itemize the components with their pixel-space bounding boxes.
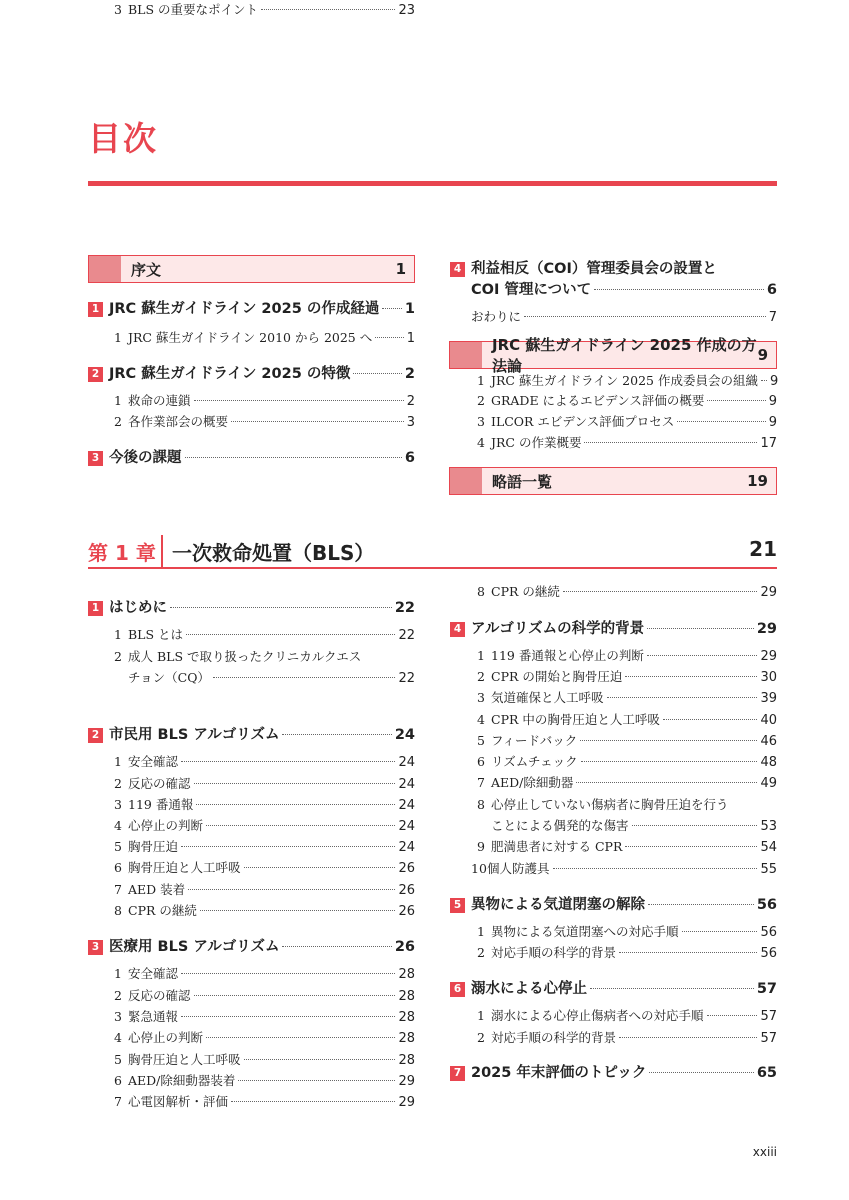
- toc-item[interactable]: [114, 816, 415, 834]
- toc-page: 39: [760, 691, 777, 706]
- toc-page: 29: [398, 1074, 415, 1089]
- leader-dots: [625, 846, 757, 847]
- chapter-page: 21: [749, 537, 777, 561]
- toc-page: 24: [394, 727, 415, 743]
- toc-page: 24: [398, 819, 415, 834]
- toc-section-coi-cont[interactable]: [471, 278, 777, 299]
- toc-item[interactable]: [114, 1050, 415, 1068]
- leader-dots: [186, 634, 395, 635]
- leader-dots: [563, 591, 758, 592]
- toc-item[interactable]: [471, 859, 777, 877]
- toc-page: 49: [760, 776, 777, 791]
- toc-page: 56: [760, 946, 777, 961]
- toc-label: 1 溺水による心停止傷病者への対応手順: [477, 1008, 704, 1023]
- toc-page: 6: [404, 450, 415, 466]
- toc-label: アルゴリズムの科学的背景: [471, 621, 645, 637]
- toc-label: おわりに: [471, 309, 522, 324]
- header-strip: [450, 468, 482, 494]
- leader-dots: [231, 421, 404, 422]
- toc-section[interactable]: [450, 617, 777, 638]
- toc-label: チョン（CQ）: [128, 670, 210, 685]
- toc-item[interactable]: [477, 1028, 777, 1046]
- toc-item[interactable]: [114, 901, 415, 919]
- leader-dots: [213, 677, 396, 678]
- toc-item[interactable]: [114, 858, 415, 876]
- leader-dots: [594, 289, 764, 290]
- toc-item[interactable]: [114, 625, 415, 643]
- toc-item[interactable]: [477, 688, 777, 706]
- toc-item[interactable]: [114, 837, 415, 855]
- toc-page: 3: [406, 415, 415, 430]
- leader-dots: [231, 1101, 395, 1102]
- toc-label: 8 CPR の継続: [114, 903, 197, 918]
- toc-label: 医療用 BLS アルゴリズム: [109, 939, 280, 955]
- leader-dots: [648, 904, 754, 905]
- section-badge: 3: [88, 940, 103, 955]
- toc-page: 1: [406, 331, 415, 346]
- leader-dots: [625, 676, 757, 677]
- toc-item[interactable]: [114, 647, 415, 665]
- toc-label: 2 各作業部会の概要: [114, 414, 229, 429]
- chapter-number: 第 1 章: [88, 541, 156, 565]
- section-badge: 4: [450, 622, 465, 637]
- toc-page: 28: [398, 1031, 415, 1046]
- toc-label: 2 CPR の開始と胸骨圧迫: [477, 669, 623, 684]
- toc-page: 23: [398, 3, 415, 18]
- toc-page: 53: [760, 819, 777, 834]
- toc-page: 46: [760, 734, 777, 749]
- leader-dots: [649, 1072, 753, 1073]
- toc-label: 3 気道確保と人工呼吸: [477, 690, 604, 705]
- toc-section[interactable]: [88, 723, 415, 744]
- leader-dots: [194, 995, 396, 996]
- toc-page: 57: [756, 981, 777, 997]
- toc-page: 56: [760, 925, 777, 940]
- leader-dots: [382, 308, 402, 309]
- toc-label: 利益相反（COI）管理委員会の設置と: [471, 261, 717, 277]
- toc-preface[interactable]: [88, 255, 415, 283]
- leader-dots: [576, 782, 757, 783]
- toc-page: 22: [398, 671, 415, 686]
- toc-page: 29: [756, 621, 777, 637]
- toc-label: 2 成人 BLS で取り扱ったクリニカルクエス: [114, 649, 362, 664]
- toc-page: 24: [398, 755, 415, 770]
- toc-item[interactable]: [477, 582, 777, 600]
- section-badge: 5: [450, 898, 465, 913]
- toc-section[interactable]: [88, 596, 415, 617]
- toc-label: 1 JRC 蘇生ガイドライン 2010 から 2025 へ: [114, 330, 373, 345]
- section-badge: 1: [88, 601, 103, 616]
- toc-item[interactable]: [477, 433, 777, 451]
- toc-page: 28: [398, 967, 415, 982]
- toc-label: 2 対応手順の科学的背景: [477, 1030, 617, 1045]
- leader-dots: [194, 783, 396, 784]
- toc-label: JRC 蘇生ガイドライン 2025 の特徴: [109, 366, 351, 382]
- leader-dots: [206, 825, 395, 826]
- page-title: 目次: [88, 119, 158, 158]
- toc-label: 3 ILCOR エビデンス評価プロセス: [477, 414, 675, 429]
- toc-page: 28: [398, 989, 415, 1004]
- leader-dots: [682, 931, 758, 932]
- toc-section[interactable]: [88, 362, 415, 383]
- toc-abbrev[interactable]: [449, 467, 777, 495]
- toc-page: 29: [760, 649, 777, 664]
- toc-page: 7: [768, 310, 777, 325]
- leader-dots: [607, 697, 758, 698]
- leader-dots: [196, 804, 395, 805]
- toc-page: 2: [406, 394, 415, 409]
- leader-dots: [647, 628, 754, 629]
- toc-page: 9: [757, 346, 768, 364]
- section-badge: 2: [88, 728, 103, 743]
- leader-dots: [194, 400, 404, 401]
- page-number: xxiii: [752, 1145, 777, 1159]
- toc-item[interactable]: [114, 1028, 415, 1046]
- toc-section[interactable]: [88, 446, 415, 467]
- title-divider: [88, 181, 777, 186]
- leader-dots: [619, 952, 757, 953]
- toc-label: JRC 蘇生ガイドライン 2025 作成の方法論: [492, 336, 757, 375]
- toc-label: 2 反応の確認: [114, 988, 191, 1003]
- toc-page: 22: [394, 600, 415, 616]
- chapter-divider-line: [88, 567, 777, 569]
- leader-dots: [185, 457, 402, 458]
- toc-label: 5 胸骨圧迫: [114, 839, 179, 854]
- toc-item[interactable]: [477, 1006, 777, 1024]
- toc-page: 1: [404, 301, 415, 317]
- toc-page: 26: [398, 883, 415, 898]
- toc-label: はじめに: [109, 600, 167, 616]
- section-badge: 3: [88, 451, 103, 466]
- section-badge: 2: [88, 367, 103, 382]
- toc-page: 24: [398, 840, 415, 855]
- toc-page: 57: [760, 1031, 777, 1046]
- toc-item[interactable]: [114, 752, 415, 770]
- leader-dots: [170, 607, 392, 608]
- toc-item[interactable]: [477, 795, 777, 813]
- toc-label: 3 119 番通報: [114, 797, 194, 812]
- toc-page: 56: [756, 897, 777, 913]
- toc-section[interactable]: [88, 935, 415, 956]
- leader-dots: [244, 867, 396, 868]
- toc-page: 29: [398, 1095, 415, 1110]
- toc-label: 2025 年末評価のトピック: [471, 1065, 647, 1081]
- leader-dots: [619, 1037, 757, 1038]
- toc-label: COI 管理について: [471, 282, 592, 298]
- toc-page: 2: [404, 366, 415, 382]
- toc-item[interactable]: [114, 1071, 415, 1089]
- toc-label: 序文: [131, 260, 162, 279]
- toc-item[interactable]: [114, 795, 415, 813]
- toc-label: 8 CPR の継続: [477, 584, 560, 599]
- toc-label: 3 BLS の重要なポイント: [114, 2, 259, 17]
- toc-page: 54: [760, 840, 777, 855]
- leader-dots: [584, 442, 757, 443]
- leader-dots: [181, 846, 395, 847]
- toc-section[interactable]: [450, 977, 777, 998]
- toc-page: 30: [760, 670, 777, 685]
- toc-label: 1 安全確認: [114, 966, 179, 981]
- leader-dots: [200, 910, 396, 911]
- toc-page: 26: [394, 939, 415, 955]
- toc-item[interactable]: [114, 880, 415, 898]
- toc-page: 9: [768, 415, 777, 430]
- leader-dots: [375, 337, 403, 338]
- leader-dots: [590, 988, 754, 989]
- leader-dots: [524, 316, 766, 317]
- toc-page: 28: [398, 1010, 415, 1025]
- toc-label: 1 救命の連鎖: [114, 393, 191, 408]
- leader-dots: [244, 1059, 396, 1060]
- leader-dots: [707, 1015, 758, 1016]
- toc-page: 24: [398, 777, 415, 792]
- toc-item-cont: [491, 816, 777, 834]
- chapter-divider: [161, 535, 163, 567]
- toc-item[interactable]: [114, 1092, 415, 1110]
- toc-label: 7 AED/除細動器: [477, 775, 574, 790]
- toc-label: 1 JRC 蘇生ガイドライン 2025 作成委員会の組織: [477, 373, 758, 388]
- header-strip: [89, 256, 121, 282]
- leader-dots: [580, 740, 757, 741]
- toc-item[interactable]: [471, 307, 777, 325]
- toc-label: 4 心停止の判断: [114, 818, 204, 833]
- leader-dots: [181, 761, 395, 762]
- toc-item[interactable]: [477, 837, 777, 855]
- leader-dots: [677, 421, 765, 422]
- toc-section-coi[interactable]: [450, 257, 717, 278]
- header-strip: [450, 342, 482, 368]
- toc-page: 26: [398, 904, 415, 919]
- leader-dots: [553, 868, 758, 869]
- chapter-header[interactable]: [88, 535, 777, 567]
- leader-dots: [707, 400, 765, 401]
- toc-page: 40: [760, 713, 777, 728]
- leader-dots: [761, 380, 767, 381]
- toc-item[interactable]: [114, 328, 415, 346]
- toc-label: ことによる偶発的な傷害: [491, 818, 629, 833]
- section-badge: 1: [88, 302, 103, 317]
- toc-page: 29: [760, 585, 777, 600]
- toc-section[interactable]: [450, 893, 777, 914]
- toc-page: 48: [760, 755, 777, 770]
- leader-dots: [581, 761, 758, 762]
- toc-section[interactable]: [450, 1061, 777, 1082]
- toc-label: 略語一覧: [492, 472, 553, 491]
- toc-item[interactable]: [477, 371, 777, 389]
- toc-label: 市民用 BLS アルゴリズム: [109, 727, 280, 743]
- toc-label: 4 JRC の作業概要: [477, 435, 582, 450]
- toc-label: 1 119 番通報と心停止の判断: [477, 648, 644, 663]
- toc-label: 異物による気道閉塞の解除: [471, 897, 645, 913]
- toc-item[interactable]: [114, 986, 415, 1004]
- toc-item[interactable]: [114, 964, 415, 982]
- toc-item[interactable]: [477, 391, 777, 409]
- toc-label: 6 リズムチェック: [477, 754, 578, 769]
- toc-section[interactable]: [88, 297, 415, 318]
- toc-item[interactable]: [114, 391, 415, 409]
- toc-page: 57: [760, 1009, 777, 1024]
- section-badge: 4: [450, 262, 465, 277]
- toc-item[interactable]: [477, 412, 777, 430]
- toc-label: 6 胸骨圧迫と人工呼吸: [114, 860, 241, 875]
- leader-dots: [647, 655, 758, 656]
- chapter-title: 一次救命処置（BLS）: [172, 541, 375, 565]
- toc-page: 28: [398, 1053, 415, 1068]
- toc-label: 9 肥満患者に対する CPR: [477, 839, 623, 854]
- toc-label: 3 緊急通報: [114, 1009, 179, 1024]
- toc-item[interactable]: [477, 667, 777, 685]
- toc-label: 2 対応手順の科学的背景: [477, 945, 617, 960]
- leader-dots: [282, 734, 391, 735]
- toc-item[interactable]: [477, 731, 777, 749]
- leader-dots: [181, 1016, 395, 1017]
- leader-dots: [632, 825, 758, 826]
- toc-page: 22: [398, 628, 415, 643]
- toc-label: 5 フィードバック: [477, 733, 578, 748]
- toc-label: 今後の課題: [109, 450, 182, 466]
- toc-label: 4 心停止の判断: [114, 1030, 204, 1045]
- toc-label: 1 異物による気道閉塞への対応手順: [477, 924, 679, 939]
- toc-page: 19: [747, 472, 768, 490]
- toc-item[interactable]: [477, 752, 777, 770]
- toc-item[interactable]: [477, 773, 777, 791]
- toc-page: 9: [769, 374, 779, 389]
- toc-label: 1 BLS とは: [114, 627, 184, 642]
- leader-dots: [663, 719, 758, 720]
- leader-dots: [206, 1037, 395, 1038]
- toc-page: 17: [760, 436, 777, 451]
- toc-item[interactable]: [477, 710, 777, 728]
- toc-label: 2 GRADE によるエビデンス評価の概要: [477, 393, 705, 408]
- toc-label: 8 心停止していない傷病者に胸骨圧迫を行う: [477, 797, 729, 812]
- leader-dots: [353, 373, 402, 374]
- leader-dots: [282, 946, 391, 947]
- toc-item[interactable]: [477, 922, 777, 940]
- section-badge: 7: [450, 1066, 465, 1081]
- toc-label: 6 AED/除細動器装着: [114, 1073, 236, 1088]
- leader-dots: [181, 973, 395, 974]
- toc-item[interactable]: [114, 774, 415, 792]
- section-badge: 6: [450, 982, 465, 997]
- toc-page: 24: [398, 798, 415, 813]
- leader-dots: [261, 9, 395, 10]
- toc-label: 7 心電図解析・評価: [114, 1094, 229, 1109]
- toc-label: 2 反応の確認: [114, 776, 191, 791]
- toc-item[interactable]: [477, 943, 777, 961]
- leader-dots: [188, 889, 395, 890]
- toc-page: 1: [395, 260, 406, 278]
- toc-item[interactable]: [114, 0, 415, 18]
- toc-label: 1 安全確認: [114, 754, 179, 769]
- toc-item-cont: [128, 668, 415, 686]
- leader-dots: [238, 1080, 395, 1081]
- toc-label: 4 CPR 中の胸骨圧迫と人工呼吸: [477, 712, 660, 727]
- toc-label: JRC 蘇生ガイドライン 2025 の作成経過: [109, 301, 380, 317]
- toc-page: 55: [760, 862, 777, 877]
- toc-page: 26: [398, 861, 415, 876]
- toc-page: 6: [766, 282, 777, 298]
- toc-label: 7 AED 装着: [114, 882, 186, 897]
- toc-item[interactable]: [114, 1007, 415, 1025]
- toc-item[interactable]: [114, 412, 415, 430]
- toc-label: 5 胸骨圧迫と人工呼吸: [114, 1052, 241, 1067]
- toc-label: 溺水による心停止: [471, 981, 587, 997]
- toc-method[interactable]: [449, 336, 777, 375]
- toc-page: 9: [768, 394, 777, 409]
- toc-label: 10個人防護具: [471, 861, 550, 876]
- toc-item[interactable]: [477, 646, 777, 664]
- toc-page: 65: [756, 1065, 777, 1081]
